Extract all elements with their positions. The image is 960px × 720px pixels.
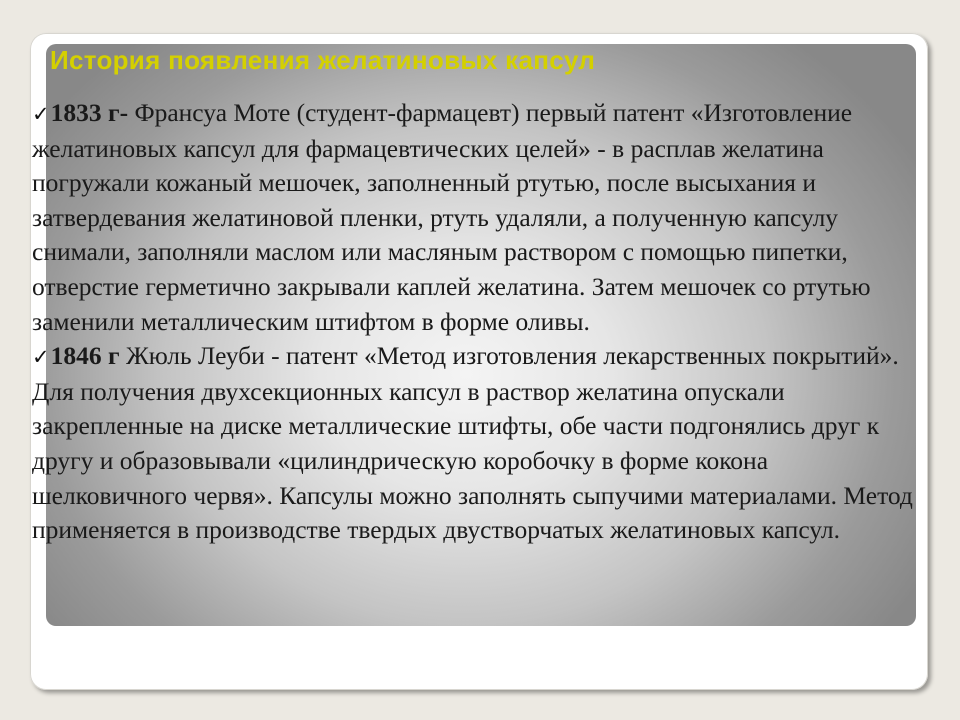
slide-body (32, 96, 920, 548)
checkmark-icon: ✓ (32, 102, 50, 126)
paragraph-1833 (32, 96, 920, 339)
paragraph-lead: 1833 г- (50, 98, 129, 127)
paragraph-text: Жюль Леуби - патент «Метод изготовления лекарственных покрытий». Для получения двухсекционных капсул в раствор желатина опускали закрепленные на диске металлические штифты, обе части подгонялись друг к другу и образовывали «цилиндрическую коробочку в форме кокона шелковичного червя». Капсулы можно заполнять сыпучими материалами. Метод применяется в производстве твердых двустворчатых желатиновых капсул. (32, 341, 913, 545)
slide-title: История появления желатиновых капсул (50, 45, 596, 75)
checkmark-icon: ✓ (32, 345, 50, 370)
paragraph-lead: 1846 г (50, 341, 120, 371)
paragraph-text: Франсуа Моте (студент-фармацевт) первый патент «Изготовление желатиновых капсул для фармацевтических целей» - в расплав желатина погружали кожаный мешочек, заполненный ртутью, после высыхания и затвердевания желатиновой пленки, ртуть удаляли, а полученную капсулу снимали, заполняли маслом или масляным раствором с помощью пипетки, отверстие герметично закрывали каплей желатина. Затем мешочек со ртутью заменили металлическим штифтом в форме оливы. (32, 98, 871, 336)
paragraph-1846 (32, 339, 920, 548)
